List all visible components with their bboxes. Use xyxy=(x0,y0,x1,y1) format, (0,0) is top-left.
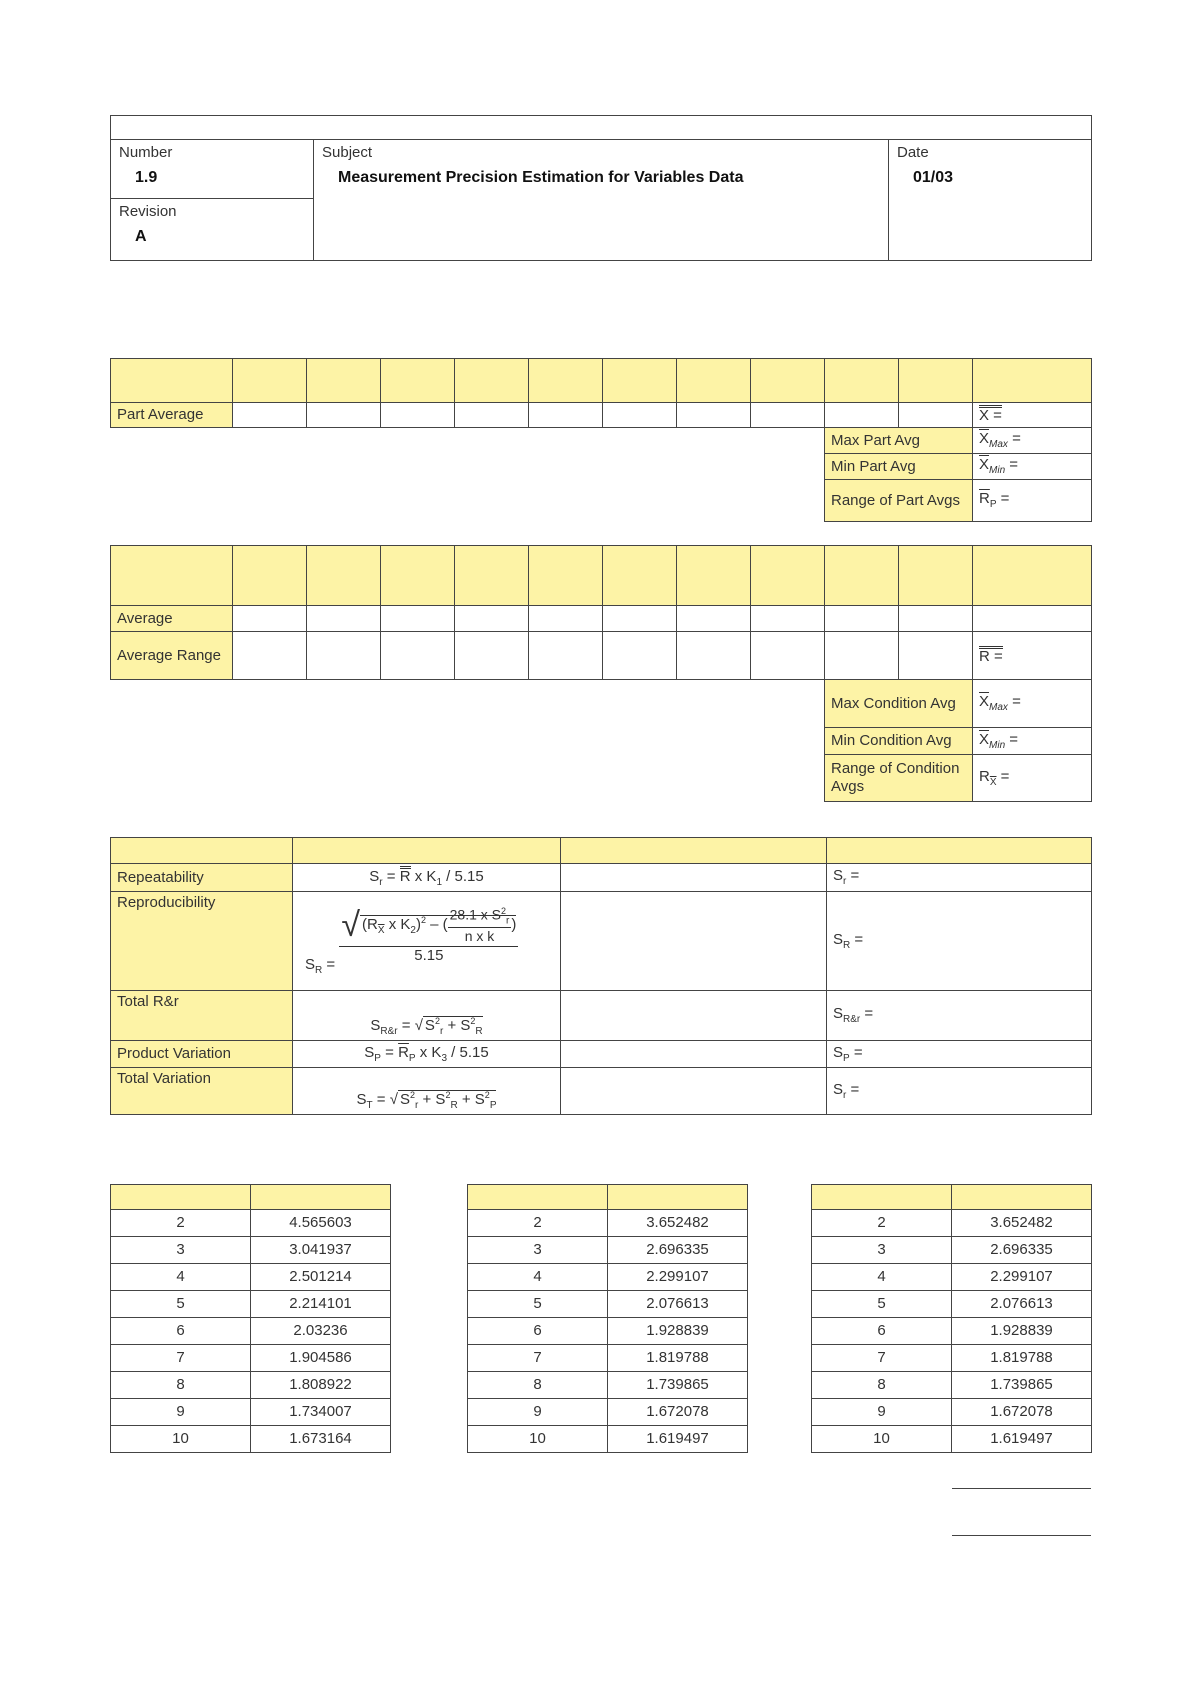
table-row xyxy=(468,1345,748,1372)
constant-table-2 xyxy=(467,1184,748,1453)
table-row xyxy=(111,1291,391,1318)
constant-value: 2.076613 xyxy=(608,1291,748,1318)
part-average-table xyxy=(110,358,1092,428)
table-row xyxy=(468,1318,748,1345)
repeatability-formula: $S_r = R$ x $K_1 / 5.15$ xyxy=(293,864,561,892)
subgroup-size: 7 xyxy=(468,1345,608,1372)
summary-label: Max Part Avg xyxy=(825,428,973,454)
total-rr-result: $S_{R\&r}$ = xyxy=(827,991,1092,1041)
header-cell xyxy=(603,359,677,403)
part-average-input[interactable] xyxy=(455,403,529,428)
product-variation-formula: $S_P = \overline{R}_P$ x $K_3 / 5.15$ xyxy=(293,1041,561,1068)
constant-table-1 xyxy=(110,1184,391,1453)
condition-summary-table xyxy=(824,679,1092,802)
constant-table-3 xyxy=(811,1184,1092,1453)
subgroup-size: 7 xyxy=(111,1345,251,1372)
reproducibility-formula: $S_R$ = √ ($R_{\overline{X}}$ x $K_2)^2$ – ( $\frac{28.1 x S^2_r}{\text{n x k}}$ ) 5.15 xyxy=(293,892,561,991)
header-cell xyxy=(825,359,899,403)
table-row xyxy=(111,1345,391,1372)
table-row xyxy=(111,1426,391,1453)
header-cell xyxy=(307,546,381,606)
constant-value: 3.652482 xyxy=(608,1210,748,1237)
revision-value: A xyxy=(135,228,147,245)
constant-value: 2.299107 xyxy=(952,1264,1092,1291)
table-row xyxy=(111,1399,391,1426)
subgroup-size: 6 xyxy=(468,1318,608,1345)
header-cell xyxy=(111,359,233,403)
subject-value: Measurement Precision Estimation for Variables Data xyxy=(338,169,744,186)
total-rr-formula: $S_{R\&r}$ = √ $S^2_r + S^2_R$ xyxy=(293,991,561,1041)
table-row xyxy=(468,1210,748,1237)
constant-value: 1.928839 xyxy=(952,1318,1092,1345)
subgroup-size: 4 xyxy=(468,1264,608,1291)
document-header xyxy=(110,115,1092,261)
r-double-bar: R = xyxy=(973,632,1092,680)
total-variation-result: $S_r$ = xyxy=(827,1068,1092,1115)
header-cell xyxy=(381,546,455,606)
table-row xyxy=(812,1237,1092,1264)
summary-label: Max Condition Avg xyxy=(825,680,973,728)
table-row xyxy=(812,1345,1092,1372)
constant-value: 2.696335 xyxy=(952,1237,1092,1264)
header-cell xyxy=(973,359,1092,403)
constant-value: 2.501214 xyxy=(251,1264,391,1291)
part-average-label: Part Average xyxy=(111,403,233,428)
date-value: 01/03 xyxy=(913,169,954,186)
header-cell xyxy=(899,546,973,606)
signature-line-2 xyxy=(952,1535,1091,1536)
subgroup-size: 4 xyxy=(812,1264,952,1291)
reproducibility-label: Reproducibility xyxy=(111,892,293,991)
constant-value: 1.619497 xyxy=(608,1426,748,1453)
constant-value: 1.734007 xyxy=(251,1399,391,1426)
table-row xyxy=(812,1264,1092,1291)
repeatability-value-input[interactable] xyxy=(561,864,827,892)
header-cell xyxy=(825,546,899,606)
table-row xyxy=(812,1291,1092,1318)
summary-value: $\overline{X}_{Max}$ = xyxy=(973,428,1092,454)
header-cell xyxy=(455,359,529,403)
constant-value: 1.739865 xyxy=(608,1372,748,1399)
constant-value: 3.652482 xyxy=(952,1210,1092,1237)
constant-value: 3.041937 xyxy=(251,1237,391,1264)
subgroup-size: 8 xyxy=(468,1372,608,1399)
average-range-input[interactable] xyxy=(455,632,529,680)
total-rr-label: Total R&r xyxy=(111,991,293,1041)
constant-value: 1.619497 xyxy=(952,1426,1092,1453)
subgroup-size: 2 xyxy=(468,1210,608,1237)
constant-value: 2.214101 xyxy=(251,1291,391,1318)
reproducibility-value-input[interactable] xyxy=(561,892,827,991)
total-variation-formula: $S_T$ = √ $S^2_r + S^2_R + S^2_P$ xyxy=(293,1068,561,1115)
header-cell xyxy=(455,546,529,606)
subgroup-size: 9 xyxy=(111,1399,251,1426)
average-range-input[interactable] xyxy=(677,632,751,680)
header-cell xyxy=(751,359,825,403)
average-range-input[interactable] xyxy=(825,632,899,680)
subgroup-size: 3 xyxy=(812,1237,952,1264)
subgroup-size: 9 xyxy=(812,1399,952,1426)
subgroup-size: 8 xyxy=(111,1372,251,1399)
average-input[interactable] xyxy=(381,606,455,632)
average-range-input[interactable] xyxy=(381,632,455,680)
header-top-band xyxy=(111,116,1092,140)
subgroup-size: 5 xyxy=(468,1291,608,1318)
table-row xyxy=(812,1426,1092,1453)
table-row xyxy=(468,1372,748,1399)
subject-label: Subject xyxy=(322,144,373,161)
product-variation-result: $S_P$ = xyxy=(827,1041,1092,1068)
revision-label: Revision xyxy=(119,203,177,220)
product-variation-label: Product Variation xyxy=(111,1041,293,1068)
constant-value: 1.928839 xyxy=(608,1318,748,1345)
total-variation-value-input[interactable] xyxy=(561,1068,827,1115)
average-input[interactable] xyxy=(973,606,1092,632)
average-input[interactable] xyxy=(455,606,529,632)
subgroup-size: 6 xyxy=(812,1318,952,1345)
summary-value: $R_{\overline{X}}$ = xyxy=(973,755,1092,802)
constant-value: 2.299107 xyxy=(608,1264,748,1291)
table-row xyxy=(111,1237,391,1264)
constant-value: 1.819788 xyxy=(608,1345,748,1372)
header-cell xyxy=(529,359,603,403)
repeatability-label: Repeatability xyxy=(111,864,293,892)
constant-value: 2.076613 xyxy=(952,1291,1092,1318)
header-cell xyxy=(603,546,677,606)
total-variation-label: Total Variation xyxy=(111,1068,293,1115)
summary-label: Range of Part Avgs xyxy=(825,480,973,522)
subgroup-size: 7 xyxy=(812,1345,952,1372)
part-average-input[interactable] xyxy=(307,403,381,428)
header-cell xyxy=(751,546,825,606)
subgroup-size: 9 xyxy=(468,1399,608,1426)
table-row xyxy=(812,1372,1092,1399)
average-range-input[interactable] xyxy=(307,632,381,680)
reproducibility-result: $S_R$ = xyxy=(827,892,1092,991)
summary-label: Min Condition Avg xyxy=(825,728,973,755)
summary-value: $\overline{R}_P$ = xyxy=(973,480,1092,522)
part-average-input[interactable] xyxy=(529,403,603,428)
condition-table xyxy=(110,545,1092,680)
number-cell xyxy=(111,140,314,199)
average-label: Average xyxy=(111,606,233,632)
subgroup-size: 3 xyxy=(111,1237,251,1264)
part-average-input[interactable] xyxy=(381,403,455,428)
table-row xyxy=(111,1318,391,1345)
summary-value: $\overline{X}_{Min}$ = xyxy=(973,728,1092,755)
subgroup-size: 10 xyxy=(812,1426,952,1453)
constant-value: 1.819788 xyxy=(952,1345,1092,1372)
average-range-input[interactable] xyxy=(751,632,825,680)
total-rr-value-input[interactable] xyxy=(561,991,827,1041)
date-cell xyxy=(889,140,1092,261)
subgroup-size: 3 xyxy=(468,1237,608,1264)
average-input[interactable] xyxy=(677,606,751,632)
header-cell xyxy=(381,359,455,403)
part-average-input[interactable] xyxy=(825,403,899,428)
average-range-input[interactable] xyxy=(529,632,603,680)
constant-value: 1.672078 xyxy=(608,1399,748,1426)
subgroup-size: 10 xyxy=(111,1426,251,1453)
number-label: Number xyxy=(119,144,173,161)
table-row xyxy=(468,1237,748,1264)
subgroup-size: 2 xyxy=(111,1210,251,1237)
summary-value: $\overline{X}_{Max}$ = xyxy=(973,680,1092,728)
header-cell xyxy=(973,546,1092,606)
header-cell xyxy=(529,546,603,606)
table-row xyxy=(812,1318,1092,1345)
subgroup-size: 4 xyxy=(111,1264,251,1291)
precision-table xyxy=(110,837,1092,1115)
repeatability-result: $S_r$ = xyxy=(827,864,1092,892)
summary-value: $\overline{X}_{Min}$ = xyxy=(973,454,1092,480)
constant-value: 1.673164 xyxy=(251,1426,391,1453)
average-input[interactable] xyxy=(307,606,381,632)
part-average-input[interactable] xyxy=(899,403,973,428)
table-row xyxy=(812,1399,1092,1426)
summary-label: Min Part Avg xyxy=(825,454,973,480)
constant-value: 1.904586 xyxy=(251,1345,391,1372)
constant-value: 2.03236 xyxy=(251,1318,391,1345)
part-average-input[interactable] xyxy=(677,403,751,428)
average-input[interactable] xyxy=(603,606,677,632)
part-average-input[interactable] xyxy=(751,403,825,428)
average-range-label: Average Range xyxy=(111,632,233,680)
revision-cell xyxy=(111,199,314,261)
subgroup-size: 5 xyxy=(111,1291,251,1318)
header-cell xyxy=(899,359,973,403)
constant-value: 2.696335 xyxy=(608,1237,748,1264)
header-cell xyxy=(111,546,233,606)
part-average-input[interactable] xyxy=(603,403,677,428)
summary-label: Range of Condition Avgs xyxy=(825,755,973,802)
constant-value: 1.739865 xyxy=(952,1372,1092,1399)
header-cell xyxy=(307,359,381,403)
average-range-input[interactable] xyxy=(603,632,677,680)
subgroup-size: 2 xyxy=(812,1210,952,1237)
constant-value: 1.672078 xyxy=(952,1399,1092,1426)
table-row xyxy=(111,1264,391,1291)
header-cell xyxy=(677,546,751,606)
average-range-input[interactable] xyxy=(233,632,307,680)
date-label: Date xyxy=(897,144,929,161)
part-summary-table xyxy=(824,427,1092,522)
average-input[interactable] xyxy=(529,606,603,632)
average-input[interactable] xyxy=(825,606,899,632)
table-row xyxy=(812,1210,1092,1237)
average-input[interactable] xyxy=(899,606,973,632)
average-input[interactable] xyxy=(751,606,825,632)
header-cell xyxy=(233,546,307,606)
subgroup-size: 5 xyxy=(812,1291,952,1318)
subject-cell xyxy=(314,140,889,261)
subgroup-size: 8 xyxy=(812,1372,952,1399)
constant-value: 4.565603 xyxy=(251,1210,391,1237)
table-row xyxy=(468,1399,748,1426)
table-row xyxy=(468,1291,748,1318)
average-input[interactable] xyxy=(233,606,307,632)
number-value: 1.9 xyxy=(135,169,158,186)
subgroup-size: 6 xyxy=(111,1318,251,1345)
subgroup-size: 10 xyxy=(468,1426,608,1453)
header-cell xyxy=(233,359,307,403)
grand-average: X = xyxy=(973,403,1092,428)
product-variation-value-input[interactable] xyxy=(561,1041,827,1068)
table-row xyxy=(111,1210,391,1237)
header-cell xyxy=(677,359,751,403)
signature-line-1 xyxy=(952,1488,1091,1489)
constant-value: 1.808922 xyxy=(251,1372,391,1399)
table-row xyxy=(111,1372,391,1399)
average-range-input[interactable] xyxy=(899,632,973,680)
table-row xyxy=(468,1426,748,1453)
table-row xyxy=(468,1264,748,1291)
part-average-input[interactable] xyxy=(233,403,307,428)
